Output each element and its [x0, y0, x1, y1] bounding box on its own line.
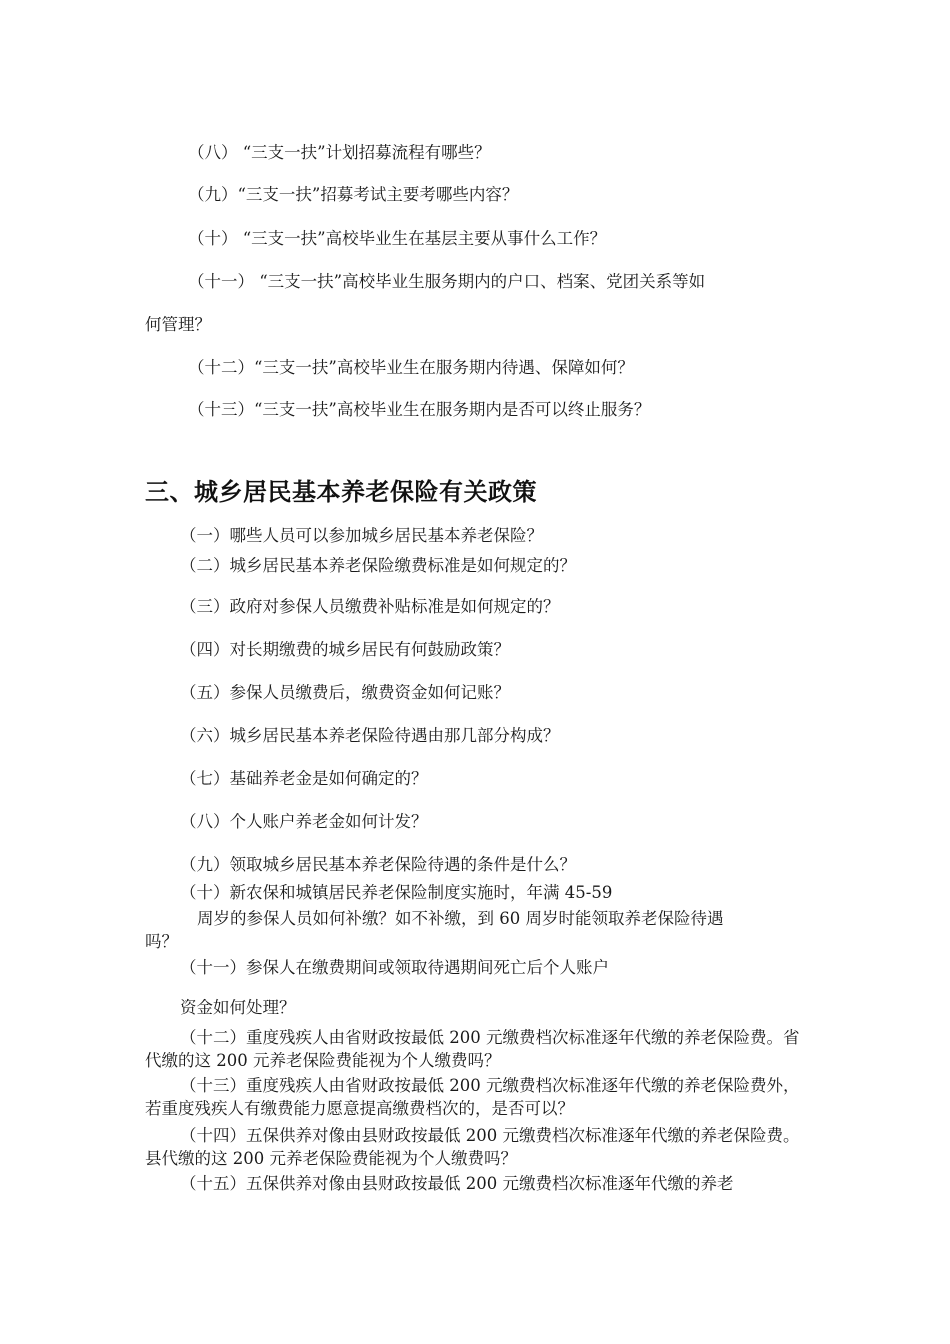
- question-paragraph: （十五）五保供养对像由县财政按最低 200 元缴费档次标准逐年代缴的养老: [180, 1174, 734, 1193]
- question-paragraph: （十四）五保供养对像由县财政按最低 200 元缴费档次标准逐年代缴的养老保险费。县代缴的这 200 元养老保险费能视为个人缴费吗？: [145, 1126, 800, 1168]
- question-item: （十一） “三支一扶”高校毕业生服务期内的户口、档案、党团关系等如: [188, 272, 706, 291]
- question-item: （十一）参保人在缴费期间或领取待遇期间死亡后个人账户: [180, 958, 609, 977]
- question-item: （七）基础养老金是如何确定的？: [180, 769, 428, 788]
- question-item: （一）哪些人员可以参加城乡居民基本养老保险？: [180, 526, 543, 545]
- question-item: （八）个人账户养老金如何计发？: [180, 812, 428, 831]
- question-item: （十）新农保和城镇居民养老保险制度实施时，年满 45-59: [180, 883, 613, 902]
- question-item: （六）城乡居民基本养老保险待遇由那几部分构成？: [180, 726, 560, 745]
- question-item: （十二）“三支一扶”高校毕业生在服务期内待遇、保障如何？: [188, 358, 634, 377]
- question-item: （二）城乡居民基本养老保险缴费标准是如何规定的？: [180, 556, 576, 575]
- question-item: （十三）“三支一扶”高校毕业生在服务期内是否可以终止服务？: [188, 400, 651, 419]
- question-paragraph: （十三）重度残疾人由省财政按最低 200 元缴费档次标准逐年代缴的养老保险费外，若重度残疾人有缴费能力愿意提高缴费档次的，是否可以？: [145, 1076, 800, 1118]
- question-item: （九）“三支一扶”招募考试主要考哪些内容？: [188, 185, 519, 204]
- question-item: （十） “三支一扶”高校毕业生在基层主要从事什么工作？: [188, 229, 607, 248]
- question-item-continuation: 吗？: [145, 932, 178, 951]
- question-paragraph: （十二）重度残疾人由省财政按最低 200 元缴费档次标准逐年代缴的养老保险费。省代缴的这 200 元养老保险费能视为个人缴费吗？: [145, 1028, 800, 1070]
- question-item-continuation: 周岁的参保人员如何补缴？如不补缴，到 60 周岁时能领取养老保险待遇: [197, 909, 724, 928]
- section-heading: 三、城乡居民基本养老保险有关政策: [145, 478, 537, 506]
- question-item: （九）领取城乡居民基本养老保险待遇的条件是什么？: [180, 855, 576, 874]
- question-item: （三）政府对参保人员缴费补贴标准是如何规定的？: [180, 597, 560, 616]
- question-item: （四）对长期缴费的城乡居民有何鼓励政策？: [180, 640, 510, 659]
- question-item: （八） “三支一扶”计划招募流程有哪些？: [188, 143, 491, 162]
- question-item: （五）参保人员缴费后，缴费资金如何记账？: [180, 683, 510, 702]
- question-item-continuation: 资金如何处理？: [180, 998, 296, 1017]
- question-item-continuation: 何管理？: [145, 315, 211, 334]
